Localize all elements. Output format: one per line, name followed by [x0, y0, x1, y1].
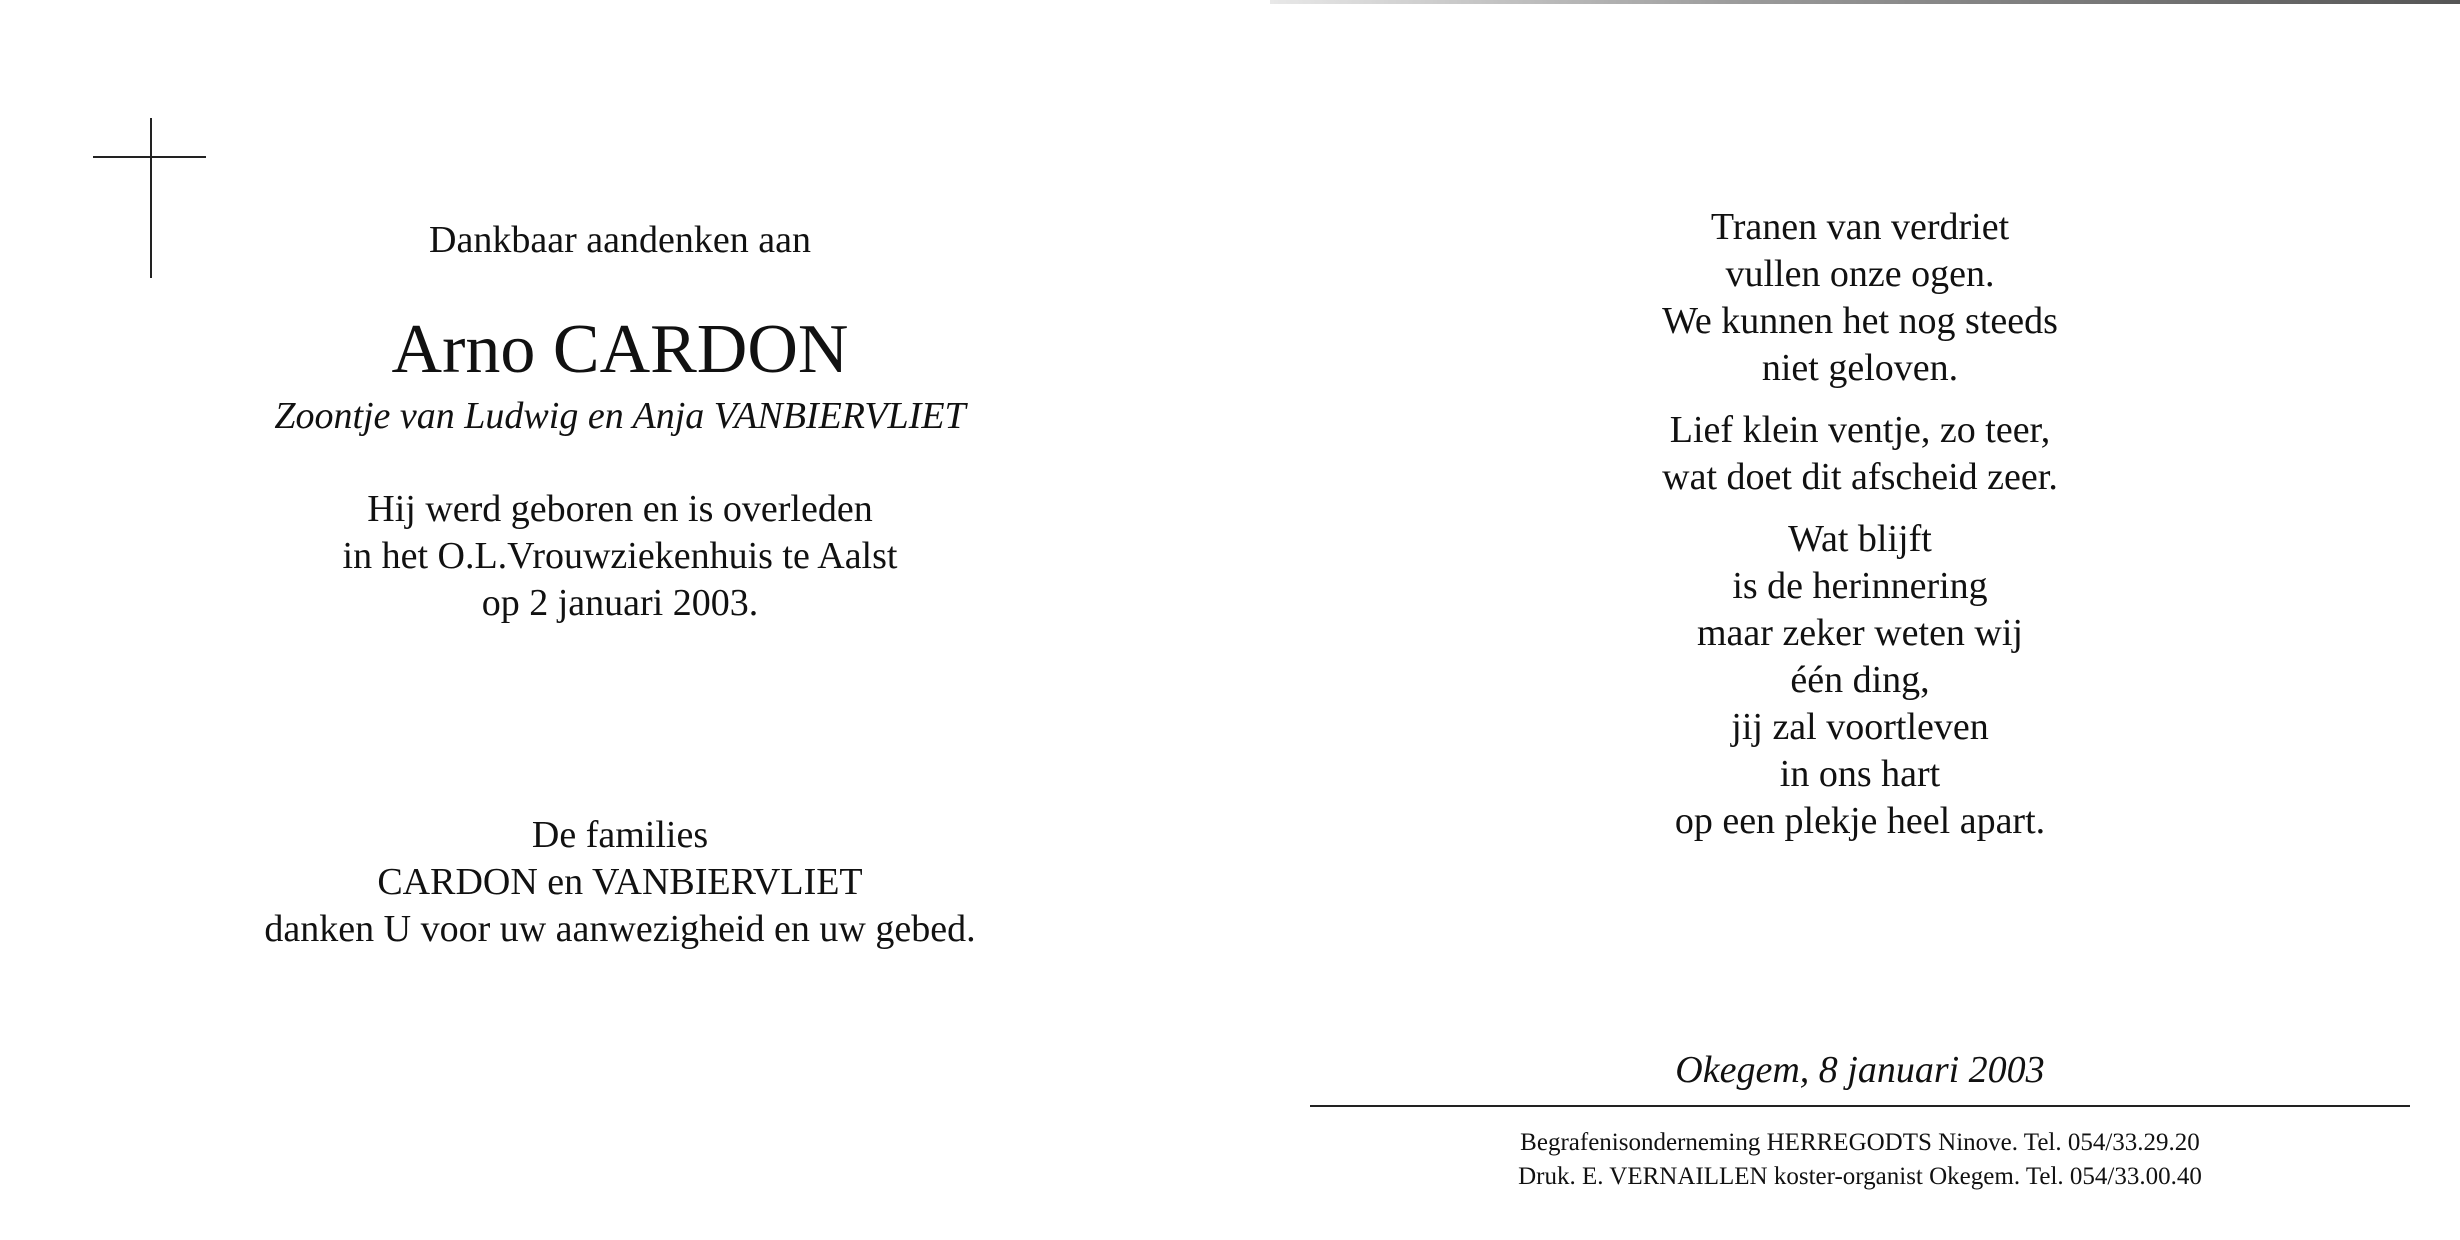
imprint-block — [1310, 1126, 2410, 1194]
parents-line — [160, 392, 1080, 440]
poem-line: niet geloven. — [1761, 347, 1959, 389]
born-line-3: op 2 januari 2003. — [481, 582, 759, 624]
imprint-line-2: Druk. E. VERNAILLEN koster-organist Okegem. Tel. 054/33.00.40 — [1518, 1163, 2202, 1190]
thanks-line-3: danken U voor uw aanwezigheid en uw gebed. — [264, 908, 976, 950]
poem-line: jij zal voortleven — [1731, 706, 1989, 748]
poem-stanza-2 — [1430, 407, 2290, 501]
poem-line: is de herinnering — [1732, 565, 1988, 607]
deceased-name — [160, 308, 1080, 392]
poem-line: Tranen van verdriet — [1710, 206, 2010, 248]
birth-death-block — [160, 486, 1080, 627]
born-line-2: in het O.L.Vrouwziekenhuis te Aalst — [342, 535, 898, 577]
parents-text: Zoontje van Ludwig en Anja VANBIERVLIET — [274, 395, 966, 437]
poem-line: Lief klein ventje, zo teer, — [1669, 409, 2051, 451]
poem-line: wat doet dit afscheid zeer. — [1662, 456, 2058, 498]
poem-line: Wat blijft — [1788, 518, 1932, 560]
poem-line: in ons hart — [1779, 753, 1941, 795]
thanks-line-1: De families — [531, 814, 709, 856]
cross-vertical-bar — [150, 118, 152, 278]
poem — [1430, 204, 2290, 845]
born-line-1: Hij werd geboren en is overleden — [367, 488, 873, 530]
poem-line: vullen onze ogen. — [1725, 253, 1995, 295]
poem-line: op een plekje heel apart. — [1674, 800, 2046, 842]
intro-text — [160, 216, 1080, 264]
imprint-line-1: Begrafenisonderneming HERREGODTS Ninove. Tel. 054/33.29.20 — [1520, 1129, 2200, 1156]
place-date — [1430, 1046, 2290, 1094]
name-line: Arno CARDON — [391, 311, 849, 388]
poem-stanza-1 — [1430, 204, 2290, 392]
place-date-text: Okegem, 8 januari 2003 — [1675, 1049, 2045, 1091]
poem-line: één ding, — [1790, 659, 1930, 701]
imprint-divider — [1310, 1105, 2410, 1107]
poem-stanza-3 — [1430, 516, 2290, 845]
intro-line: Dankbaar aandenken aan — [429, 219, 811, 261]
cross-horizontal-bar — [93, 156, 206, 158]
thanks-line-2: CARDON en VANBIERVLIET — [377, 861, 863, 903]
top-edge-rule — [1270, 0, 2460, 4]
poem-line: maar zeker weten wij — [1697, 612, 2023, 654]
family-thanks-block — [160, 812, 1080, 953]
poem-line: We kunnen het nog steeds — [1662, 300, 2058, 342]
